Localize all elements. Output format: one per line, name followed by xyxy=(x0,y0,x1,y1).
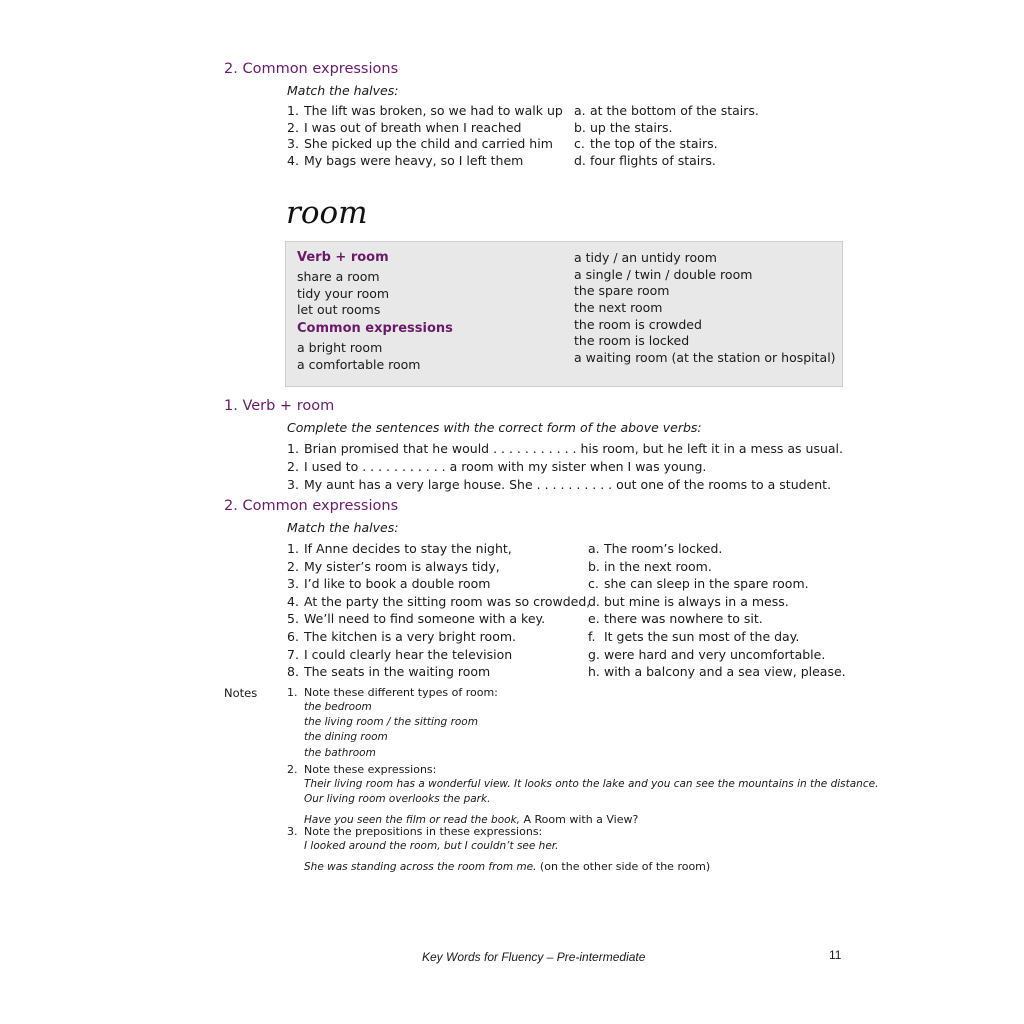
note-3-title: 3. Note the prepositions in these expressions: xyxy=(287,825,543,838)
note-example: I looked around the room, but I couldn’t see her. xyxy=(304,840,559,852)
list-item: b. in the next room. xyxy=(588,558,712,574)
note-example: the bathroom xyxy=(304,746,376,759)
list-item: share a room xyxy=(297,269,380,284)
stairs-left-list xyxy=(287,103,563,170)
list-item: f. It gets the sun most of the day. xyxy=(588,628,800,644)
common-expressions-left-list xyxy=(287,541,590,682)
list-item: b. up the stairs. xyxy=(574,119,673,135)
list-item: c. the top of the stairs. xyxy=(574,136,718,152)
box-heading-common-expressions: Common expressions xyxy=(297,321,453,336)
list-item: 3. I’d like to book a double room xyxy=(287,576,491,592)
list-item: h. with a balcony and a sea view, please. xyxy=(588,664,846,680)
instruction-common-expressions: Match the halves: xyxy=(287,520,399,535)
page-number: 11 xyxy=(829,948,842,962)
note-example: the dining room xyxy=(304,731,388,744)
list-item: c. she can sleep in the spare room. xyxy=(588,576,809,592)
list-item: 1. If Anne decides to stay the night, xyxy=(287,541,512,556)
list-item: 2. My sister’s room is always tidy, xyxy=(287,558,500,574)
section-heading-verb-room: 1. Verb + room xyxy=(224,398,335,414)
box-heading-verb-room: Verb + room xyxy=(297,250,389,265)
collocations-box xyxy=(285,241,843,387)
note-example: the bedroom xyxy=(304,701,372,713)
note-example: Our living room overlooks the park. xyxy=(304,793,491,806)
note-1-examples xyxy=(304,701,478,762)
list-item: a comfortable room xyxy=(297,356,421,372)
note-example: Their living room has a wonderful view. It looks onto the lake and you can see the mountains in the distance. xyxy=(304,778,879,790)
word-title: room xyxy=(286,195,368,231)
section-heading-stairs-expressions: 2. Common expressions xyxy=(224,61,399,77)
note-2-title: 2. Note these expressions: xyxy=(287,763,437,776)
box-verb-list xyxy=(297,269,389,319)
list-item: 3. She picked up the child and carried him xyxy=(287,136,553,152)
section-heading-common-expressions: 2. Common expressions xyxy=(224,498,399,514)
list-item: 6. The kitchen is a very bright room. xyxy=(287,628,516,644)
list-item: g. were hard and very uncomfortable. xyxy=(588,646,826,662)
note-1-title: 1. Note these different types of room: xyxy=(287,686,498,699)
list-item: tidy your room xyxy=(297,285,390,301)
list-item: 5. We’ll need to find someone with a key. xyxy=(287,611,546,627)
list-item: a. at the bottom of the stairs. xyxy=(574,103,759,118)
list-item: a. The room’s locked. xyxy=(588,541,723,556)
list-item: d. but mine is always in a mess. xyxy=(588,593,789,609)
note-2-examples xyxy=(304,778,879,827)
instruction-stairs: Match the halves: xyxy=(287,83,399,98)
verb-room-sentences xyxy=(287,441,843,494)
list-item: 1. The lift was broken, so we had to walk up xyxy=(287,103,563,118)
list-item: let out rooms xyxy=(297,302,381,318)
list-item: 7. I could clearly hear the television xyxy=(287,646,513,662)
list-item: a tidy / an untidy room xyxy=(574,250,717,265)
common-expressions-right-list xyxy=(588,541,846,682)
box-expressions-list xyxy=(297,340,421,373)
list-item: d. four flights of stairs. xyxy=(574,153,716,169)
list-item: the room is locked xyxy=(574,333,690,349)
stairs-right-list xyxy=(574,103,759,170)
list-item: 4. At the party the sitting room was so crowded, xyxy=(287,593,591,609)
notes-label: Notes xyxy=(224,686,258,700)
list-item: 1. Brian promised that he would . . . . . . . . . . . his room, but he left it in a mess as usual. xyxy=(287,441,844,456)
footer-book-title: Key Words for Fluency – Pre-intermediate xyxy=(422,950,646,964)
list-item: a bright room xyxy=(297,340,383,355)
box-right-list xyxy=(574,250,836,367)
list-item: a waiting room (at the station or hospital) xyxy=(574,350,836,366)
list-item: 8. The seats in the waiting room xyxy=(287,664,491,680)
instruction-verb-room: Complete the sentences with the correct form of the above verbs: xyxy=(287,420,702,435)
note-example: the living room / the sitting room xyxy=(304,716,478,729)
list-item: 2. I used to . . . . . . . . . . . a room with my sister when I was young. xyxy=(287,458,707,474)
note-example: Have you seen the film or read the book, A Room with a View? xyxy=(304,813,639,827)
note-example: She was standing across the room from me. (on the other side of the room) xyxy=(304,860,711,874)
list-item: the room is crowded xyxy=(574,316,702,332)
list-item: a single / twin / double room xyxy=(574,266,753,282)
list-item: 2. I was out of breath when I reached xyxy=(287,119,522,135)
note-3-examples xyxy=(304,840,711,874)
list-item: e. there was nowhere to sit. xyxy=(588,611,763,627)
list-item: 3. My aunt has a very large house. She . . . . . . . . . . out one of the rooms to a student. xyxy=(287,476,832,492)
list-item: the next room xyxy=(574,300,663,316)
list-item: 4. My bags were heavy, so I left them xyxy=(287,153,524,169)
list-item: the spare room xyxy=(574,283,670,299)
